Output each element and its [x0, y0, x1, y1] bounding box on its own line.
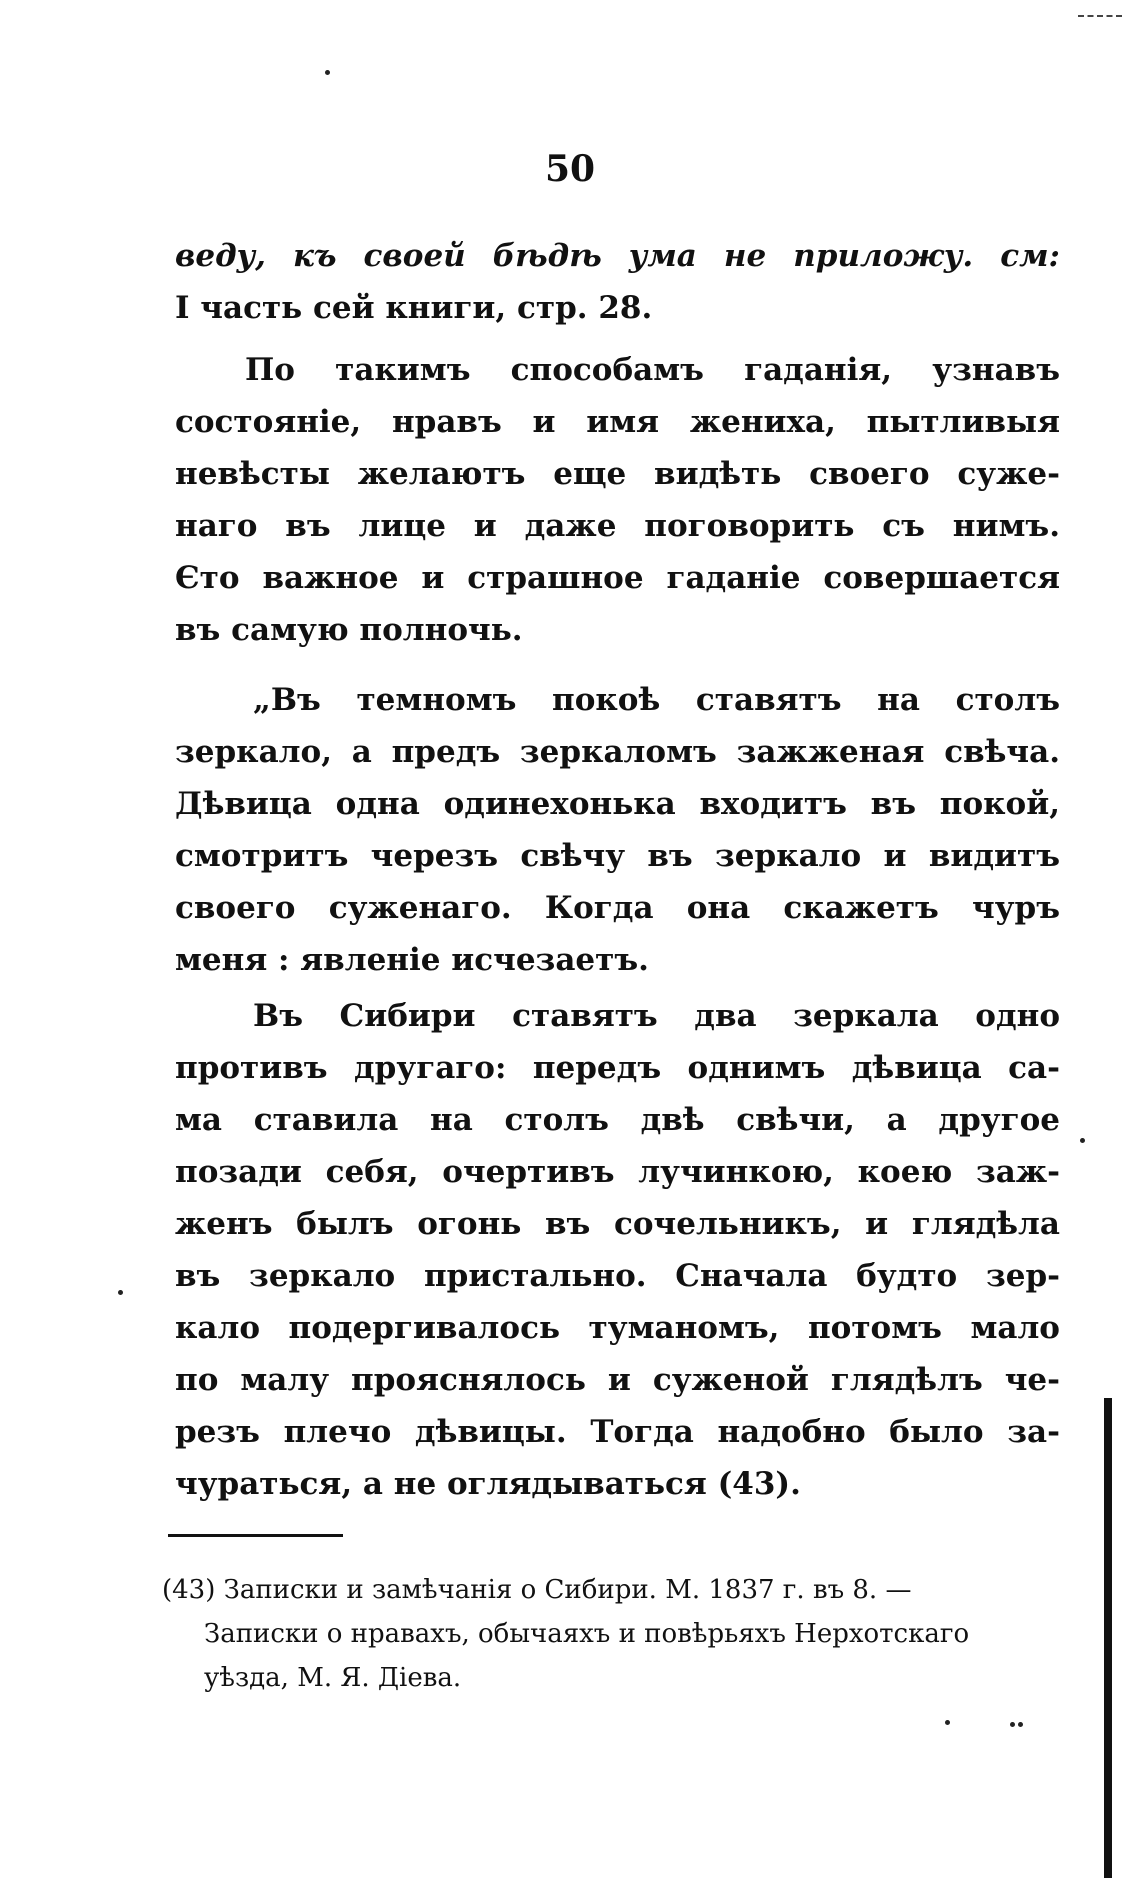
- text-line: кало подергивалось туманомъ, потомъ мало: [175, 1310, 1060, 1346]
- text-line: позади себя, очертивъ лучинкою, коею заж-: [175, 1154, 1060, 1190]
- text-line: по малу прояснялось и суженой глядѣлъ че-: [175, 1362, 1060, 1398]
- paragraph-1: [175, 344, 1060, 656]
- text-line: смотритъ черезъ свѣчу въ зеркало и видитъ: [175, 838, 1060, 874]
- text-line: женъ былъ огонь въ сочельникъ, и глядѣла: [175, 1206, 1060, 1242]
- body-text-continuation: [175, 230, 1060, 334]
- scan-speck: [118, 1290, 123, 1295]
- text-line: въ самую полночь.: [175, 612, 523, 648]
- scan-speck: [945, 1720, 950, 1725]
- scan-artifact: [1078, 15, 1122, 19]
- text-line: противъ другаго: передъ однимъ дѣвица са-: [175, 1050, 1060, 1086]
- footnote-separator: [168, 1534, 343, 1537]
- page-number: 50: [544, 148, 596, 190]
- footnotes: [162, 1568, 1042, 1700]
- text-line: По такимъ способамъ гаданія, узнавъ: [245, 352, 1060, 388]
- text-line: I часть сей книги, стр. 28.: [175, 290, 653, 326]
- text-line: ма ставила на столъ двѣ свѣчи, а другое: [175, 1102, 1060, 1138]
- footnote-line: уѣзда, М. Я. Діева.: [204, 1663, 462, 1693]
- text-line: Въ Сибири ставятъ два зеркала одно: [253, 998, 1060, 1034]
- text-line: чураться, а не оглядываться (43).: [175, 1466, 801, 1502]
- text-line: состояніе, нравъ и имя жениха, пытливыя: [175, 404, 1060, 440]
- text-line: „Въ темномъ покоѣ ставятъ на столъ: [253, 682, 1060, 718]
- text-line: невѣсты желаютъ еще видѣть своего суже-: [175, 456, 1060, 492]
- text-line: Дѣвица одна одинехонька входитъ въ покой,: [175, 786, 1060, 822]
- text-line: меня : явленіе исчезаетъ.: [175, 942, 649, 978]
- text-line: резъ плечо дѣвицы. Тогда надобно было за-: [175, 1414, 1060, 1450]
- paragraph-2: [175, 674, 1060, 986]
- scan-speck: [1080, 1138, 1085, 1143]
- scan-edge-shadow: [1104, 1398, 1112, 1878]
- paragraph-3: [175, 990, 1060, 1510]
- text-line: своего суженаго. Когда она скажетъ чуръ: [175, 890, 1060, 926]
- footnote-line: (43) Записки и замѣчанія о Сибири. М. 1837 г. въ 8. —: [162, 1575, 912, 1605]
- scan-speck: [1018, 1722, 1023, 1727]
- scan-speck: [325, 70, 330, 75]
- scan-speck: [1010, 1722, 1015, 1727]
- footnote-line: Записки о нравахъ, обычаяхъ и повѣрьяхъ Нерхотскаго: [204, 1619, 970, 1649]
- text-line: зеркало, а предъ зеркаломъ зажженая свѣча.: [175, 734, 1060, 770]
- text-line: въ зеркало пристально. Сначала будто зер-: [175, 1258, 1060, 1294]
- text-line: веду, къ своей бѣдѣ ума не приложу. см:: [175, 238, 1060, 274]
- text-line: Єто важное и страшное гаданіе совершается: [175, 560, 1060, 596]
- text-line: наго въ лице и даже поговорить съ нимъ.: [175, 508, 1060, 544]
